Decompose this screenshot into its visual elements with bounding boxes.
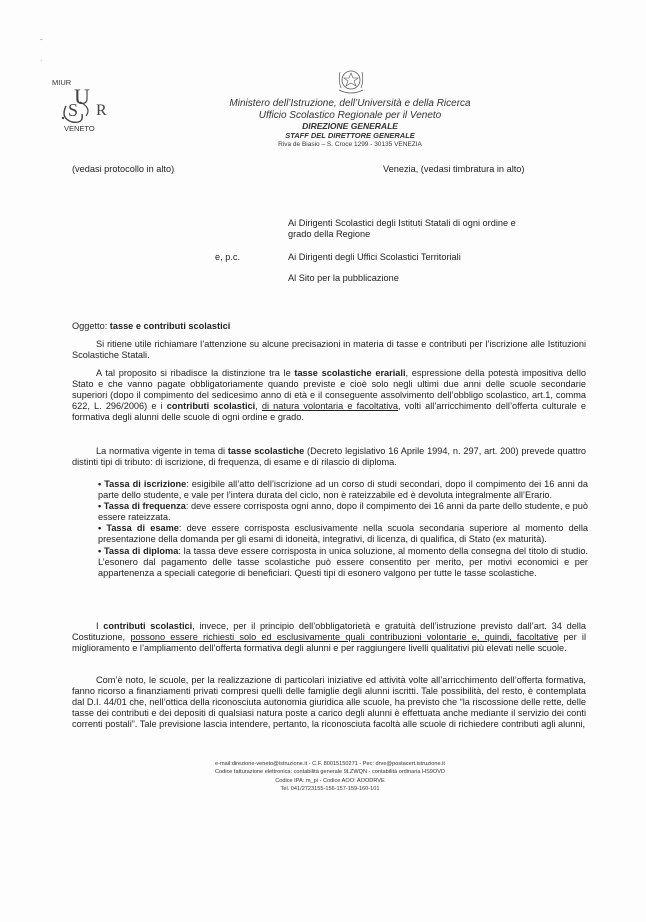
logo-letter-u: U: [74, 84, 90, 109]
republic-emblem-icon: [335, 66, 367, 94]
paragraph-text: , espressione della potestà impositiva dello Stato e che vanno pagate obbligatoriamente quando previste e cioè solo negli ultimi due anni delle scuole secondarie superiori (dopo il compimento del sedicesimo anno di età e il conseguente assolvimento dell’obbligo scolastico, art.1, comma 622, L. 296/2006) e i: [72, 368, 586, 412]
place-date: Venezia, (vedasi timbratura in alto): [383, 164, 525, 174]
footer-contacts: e-mail:direzione-veneto@istruzione.it - C.F. 80015150271 - Pec: drve@postacert.istruzione.it: [215, 761, 445, 767]
scan-mark: ·: [40, 56, 43, 65]
list-item-text: : esigibile all’atto dell’iscrizione ad un corso di studi secondari, dopo il compimento dei 16 anni da parte dello studente, e vale per l’intera durata del ciclo, non è rateizzabile ed è devoluta integralmente all’Erario.: [98, 479, 588, 501]
paragraph-text: Com’è noto, le scuole, per la realizzazione di particolari iniziative ed attività volte all’arricchimento dell’offerta formativa, fanno ricorso a finanziamenti privati compresi quelli delle famiglie degli alunni iscritti. Tale possibilità, del resto, è contemplata dal D.I. 44/01 che, nell’ottica della riconosciuta autonomia giuridica alle scuole, ha previsto che “la riscossione delle rette, delle tasse dei contributi e dei depositi di qualsiasi natura poste a carico degli alunni è effettuata anche mediante il servizio dei conti correnti postali”. Tale previsione lascia intendere, pertanto, la riconosciuta facoltà alle scuole di richiedere contributi agli alunni,: [72, 675, 586, 730]
list-item: • Tassa di iscrizione: esigibile all’atto dell’iscrizione ad un corso di studi secondari, dopo il compimento dei 16 anni da parte dello studente, e vale per l’intera durata del ciclo, non è rateizzabile ed è devoluta integralmente all’Erario.: [98, 479, 588, 501]
staff-title: STAFF DEL DIRETTORE GENERALE: [285, 131, 415, 140]
list-item: • Tassa di diploma: la tassa deve essere corrisposta in unica soluzione, al momento della consegna del titolo di studio. L’esonero dal pagamento delle tasse scolastiche può essere consentito per merito, per motivi economici e per appartenenza a speciali categorie di beneficiari. Questi tipi di esonero valgono per tutte le tasse scolastiche.: [98, 545, 588, 578]
paragraph-text: I: [96, 621, 104, 631]
paragraph-text: , volti all’arricchimento dell’offerta culturale e formativa degli alunni delle scuole di ogni ordine e grado.: [72, 401, 587, 423]
paragraph-intro: [72, 339, 586, 361]
recipient-line: Ai Dirigenti Scolastici degli Istituti Statali di ogni ordine e: [288, 218, 516, 228]
list-item-label: Tassa di diploma: [104, 545, 179, 556]
recipient-line: Al Sito per la pubblicazione: [288, 273, 399, 283]
emphasis-text: contributi scolastici: [166, 401, 256, 412]
list-item-label: Tassa di iscrizione: [104, 479, 187, 489]
list-item: • Tassa di frequenza: deve essere corrisposta ogni anno, dopo il compimento dei 16 anni da parte dello studente, e può essere rateizzata.: [98, 501, 588, 523]
logo-veneto-text: VENETO: [64, 124, 95, 133]
paragraph-text: ,: [255, 401, 262, 412]
paragraph-text: Si ritiene utile richiamare l’attenzione su alcune precisazioni in materia di tasse e contributi per l’iscrizione alle Istituzioni Scolastiche Statali.: [72, 339, 586, 361]
list-item-text: : deve essere corrisposta ogni anno, dopo il compimento dei 16 anni da parte dello studente, e può essere rateizzata.: [98, 501, 588, 523]
usr-logo: [52, 78, 112, 134]
protocol-note: (vedasi protocollo in alto): [72, 164, 175, 174]
emphasis-text: tasse scolastiche erariali: [294, 368, 406, 378]
emphasis-text: tasse scolastiche: [227, 446, 305, 456]
ministry-title: Ministero dell’Istruzione, dell’Università e della Ricerca: [229, 98, 471, 109]
subject-title: tasse e contributi scolastici: [109, 321, 231, 331]
underlined-text: possono essere richiesti solo ed esclusivamente quali contribuzioni volontarie e, quindi, facoltative: [130, 632, 559, 643]
paragraph-normativa: [72, 446, 586, 468]
paragraph-text: La normativa vigente in tema di: [96, 446, 228, 456]
footer-phone: Tel. 041/2723155-156-157-159-160-101: [280, 785, 380, 792]
subject-label: Oggetto:: [72, 321, 110, 331]
paragraph-contributi: [72, 621, 586, 654]
logo-letter-r: R: [96, 102, 107, 119]
footer-ipa: Codice IPA: m_pi - Codice AOO: AOODRVE: [275, 777, 385, 784]
paragraph-distinction: [72, 368, 586, 423]
paragraph-finanziamenti: [72, 675, 586, 730]
logo-letter-s: S: [68, 100, 79, 120]
paragraph-text: per il miglioramento e l’ampliamento dell’offerta formativa degli alunni e per raggiungere livelli qualitativi più elevati nelle scuole.: [72, 632, 587, 654]
paragraph-text: , invece, per il principio dell’obbligatorietà e gratuità dell’istruzione previsto dall’art. 34 della Costituzione,: [72, 621, 586, 643]
office-address: Riva de Biasio – S. Croce 1299 - 30135 VENEZIA: [278, 141, 422, 148]
office-title: Ufficio Scolastico Regionale per il Veneto: [258, 110, 442, 121]
paragraph-text: (Decreto legislativo 16 Aprile 1994, n. 297, art. 200) prevede quattro distinti tipi di tributo: di iscrizione, di frequenza, di esame e di rilascio di diploma.: [72, 446, 586, 468]
scan-mark: ˜: [40, 38, 43, 47]
underlined-text: di natura volontaria e facoltativa: [261, 401, 398, 412]
list-item-label: Tassa di frequenza: [103, 501, 186, 512]
logo-miur-text: MIUR: [52, 78, 72, 87]
recipient-line: grado della Regione: [288, 229, 371, 239]
list-item-text: : deve essere corrisposta esclusivamente nella scuola secondaria superiore al momento della presentazione della domanda per gli esami di idoneità, integrativi, di licenza, di qualifica, di Stato (ex maturità).: [98, 523, 588, 545]
footer-billing: Codice fatturazione elettronica: contabilità generale 9LZWQN - contabilità ordinaria HS9OVD: [214, 769, 446, 776]
list-item-label: Tassa di esame: [106, 523, 179, 534]
paragraph-text: A tal proposito si ribadisce la distinzione tra le: [96, 368, 295, 378]
list-item-text: : la tassa deve essere corrisposta in unica soluzione, al momento della consegna del titolo di studio. L’esonero dal pagamento delle tasse scolastiche può essere consentito per merito, per motivi economici e per appartenenza a speciali categorie di beneficiari. Questi tipi di esonero valgono per tutte le tasse scolastiche.: [98, 545, 588, 578]
page-footer: [110, 760, 550, 793]
subject-line: [72, 321, 230, 332]
epc-label: e, p.c.: [215, 252, 241, 262]
emphasis-text: contributi scolastici: [103, 621, 193, 631]
list-item: • Tassa di esame: deve essere corrisposta esclusivamente nella scuola secondaria superiore al momento della presentazione della domanda per gli esami di idoneità, integrativi, di licenza, di qualifica, di Stato (ex maturità).: [98, 523, 588, 545]
tax-list: [98, 479, 588, 579]
direction-title: DIREZIONE GENERALE: [302, 121, 398, 131]
recipient-line: Ai Dirigenti degli Uffici Scolastici Territoriali: [288, 252, 461, 262]
